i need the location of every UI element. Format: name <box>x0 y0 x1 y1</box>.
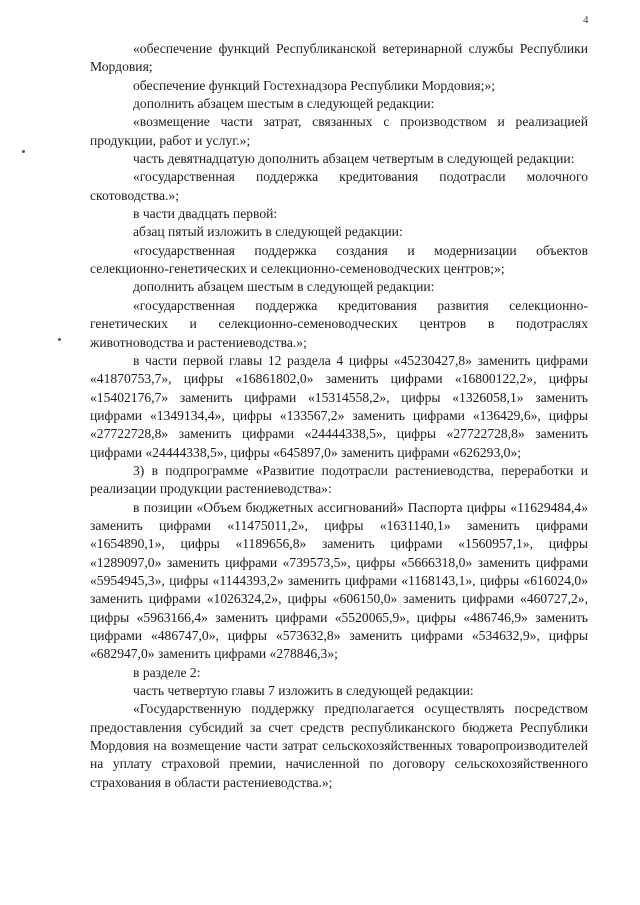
paragraph: «обеспечение функций Республиканской ветеринарной службы Республики Мордовия; <box>90 41 588 75</box>
paragraph: в части двадцать первой: <box>133 206 278 222</box>
paragraph: 3) в подпрограмме «Развитие подотрасли растениеводства, переработки и реализации продукции растениеводства»: <box>90 462 588 497</box>
document-body <box>90 40 588 792</box>
paragraph: «государственная поддержка кредитования подотрасли молочного скотоводства.»; <box>90 169 588 203</box>
paragraph: «возмещение части затрат, связанных с производством и реализацией продукции, работ и услуг.»; <box>90 114 588 148</box>
paragraph: дополнить абзацем шестым в следующей редакции: <box>133 96 435 112</box>
paragraph: абзац пятый изложить в следующей редакции: <box>133 224 403 240</box>
paragraph: в части первой главы 12 раздела 4 цифры «45230427,8» заменить цифрами «41870753,7», цифры «16861802,0» заменить цифрами «16800122,2», цифры «15402176,7» заменить цифрами «15314558,2», цифры «1326058,1» заменить цифрами «1349134,4», цифры «133567,2» заменить цифрами «136429,6», цифры «27722728,8» заменить цифрами «24444338,5», цифры «27722728,8» заменить цифрами «24444338,5», цифры «645897,0» заменить цифрами «626293,0»; <box>90 352 588 460</box>
paragraph: «государственная поддержка кредитования развития селекционно-генетических и селекционно-семеноводческих центров в подотраслях животноводства и растениеводства.»; <box>90 297 588 350</box>
paragraph: «Государственную поддержку предполагается осуществлять посредством предоставления субсидий за счет средств республиканского бюджета Республики Мордовия на возмещение части затрат сельскохозяйственных товаропроизводителей на уплату страховой премии, начисленной по договору сельскохозяйственного страхования в области растениеводства.»; <box>90 701 588 790</box>
scan-speck <box>58 338 61 341</box>
paragraph: «государственная поддержка создания и модернизации объектов селекционно-генетических и селекционно-семеноводческих центров;»; <box>90 242 588 277</box>
paragraph: дополнить абзацем шестым в следующей редакции: <box>133 279 435 295</box>
paragraph: часть девятнадцатую дополнить абзацем четвертым в следующей редакции: <box>133 151 575 167</box>
paragraph: часть четвертую главы 7 изложить в следующей редакции: <box>133 683 474 699</box>
paragraph: в разделе 2: <box>133 664 201 680</box>
paragraph: в позиции «Объем бюджетных ассигнований» Паспорта цифры «11629484,4» заменить цифрами «11475011,2», цифры «1631140,1» заменить цифрами «1654890,1», цифры «1189656,8» заменить цифрами «1560957,1», цифры «1289097,0» заменить цифрами «739573,5», цифры «5666318,0» заменить цифрами «5954945,3», цифры «1144393,2» заменить цифрами «1168143,1», цифры «616024,0» заменить цифрами «1026324,2», цифры «606150,0» заменить цифрами «460727,2», цифры «5963166,4» заменить цифрами «5520065,9», цифры «486746,9» заменить цифрами «486747,0», цифры «573632,8» заменить цифрами «534632,9», цифры «682947,0» заменить цифрами «278846,3»; <box>90 499 588 662</box>
scan-speck <box>22 150 25 153</box>
paragraph: обеспечение функций Гостехнадзора Республики Мордовия;»; <box>133 77 496 93</box>
page-number: 4 <box>583 14 589 26</box>
